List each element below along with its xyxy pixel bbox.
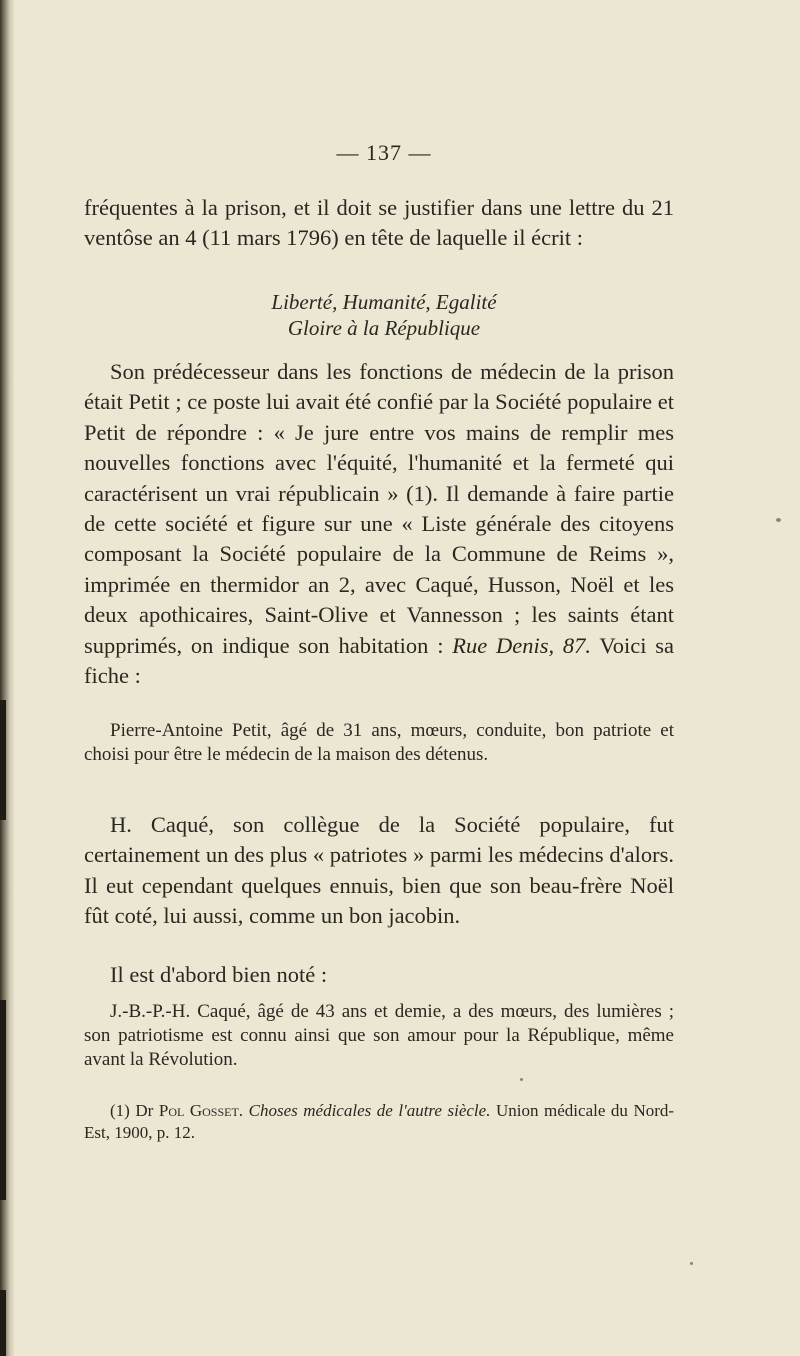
footnote-title: Dr [135, 1101, 154, 1120]
paragraph-predecessor [84, 357, 674, 691]
motto-line-1: Liberté, Humanité, Egalité [271, 290, 497, 314]
paragraph-intro: fréquentes à la prison, et il doit se justifier dans une lettre du 21 ventôse an 4 (11 mars 1796) en tête de laquelle il écrit : [84, 195, 674, 251]
paragraph-noted: Il est d'abord bien noté : [110, 962, 328, 987]
address-text: Rue Denis, 87. [452, 632, 592, 658]
footnote-marker: (1) [110, 1101, 130, 1120]
paragraph-predecessor-text: Son prédécesseur dans les fonctions de médecin de la prison était Petit ; ce poste lui avait été confié par la Société populaire et Petit de répondre : « Je jure entre vos mains de remplir mes nouvelles fonctions avec l'équité, l'humanité et la fermeté qui caractérisent un vrai républicain » (1). Il demande à faire partie de cette société et figure sur une « Liste générale des citoyens composant la Société populaire de la Commune de Reims », imprimée en thermidor an 2, avec Caqué, Husson, Noël et les deux apothicaires, Saint-Olive et Vannesson ; les saints étant supprimés, on indique son habitation : [84, 359, 674, 658]
paper-speck [690, 1262, 693, 1265]
record-quote-petit: Pierre-Antoine Petit, âgé de 31 ans, mœurs, conduite, bon patriote et choisi pour être le médecin de la maison des détenus. [84, 720, 674, 765]
book-spine-shadow [0, 0, 14, 1356]
page-number: — 137 — [336, 140, 432, 165]
footnote-work: Choses médicales de l'autre siècle. [248, 1101, 491, 1120]
footnote [84, 1100, 674, 1144]
paper-speck [776, 518, 781, 522]
paragraph-caque: H. Caqué, son collègue de la Société populaire, fut certainement un des plus « patriotes » parmi les médecins d'alors. Il eut cependant quelques ennuis, bien que son beau-frère Noël fût coté, lui aussi, comme un bon jacobin. [84, 812, 674, 929]
spine-mark [0, 1000, 6, 1200]
record-quote-caque: J.-B.-P.-H. Caqué, âgé de 43 ans et demie, a des mœurs, des lumières ; son patriotisme est connu ainsi que son amour pour la République, même avant la Révolution. [84, 1001, 674, 1070]
footnote-author: Pol Gosset. [158, 1101, 244, 1120]
spine-mark [0, 700, 6, 820]
footnote-rest: Union médicale du Nord-Est, 1900, p. 12. [84, 1101, 675, 1142]
motto-line-2: Gloire à la République [287, 316, 481, 340]
paragraph-predecessor-end: Voici sa fiche : [84, 632, 675, 689]
spine-mark [0, 1290, 6, 1356]
paper-speck [520, 1078, 523, 1081]
